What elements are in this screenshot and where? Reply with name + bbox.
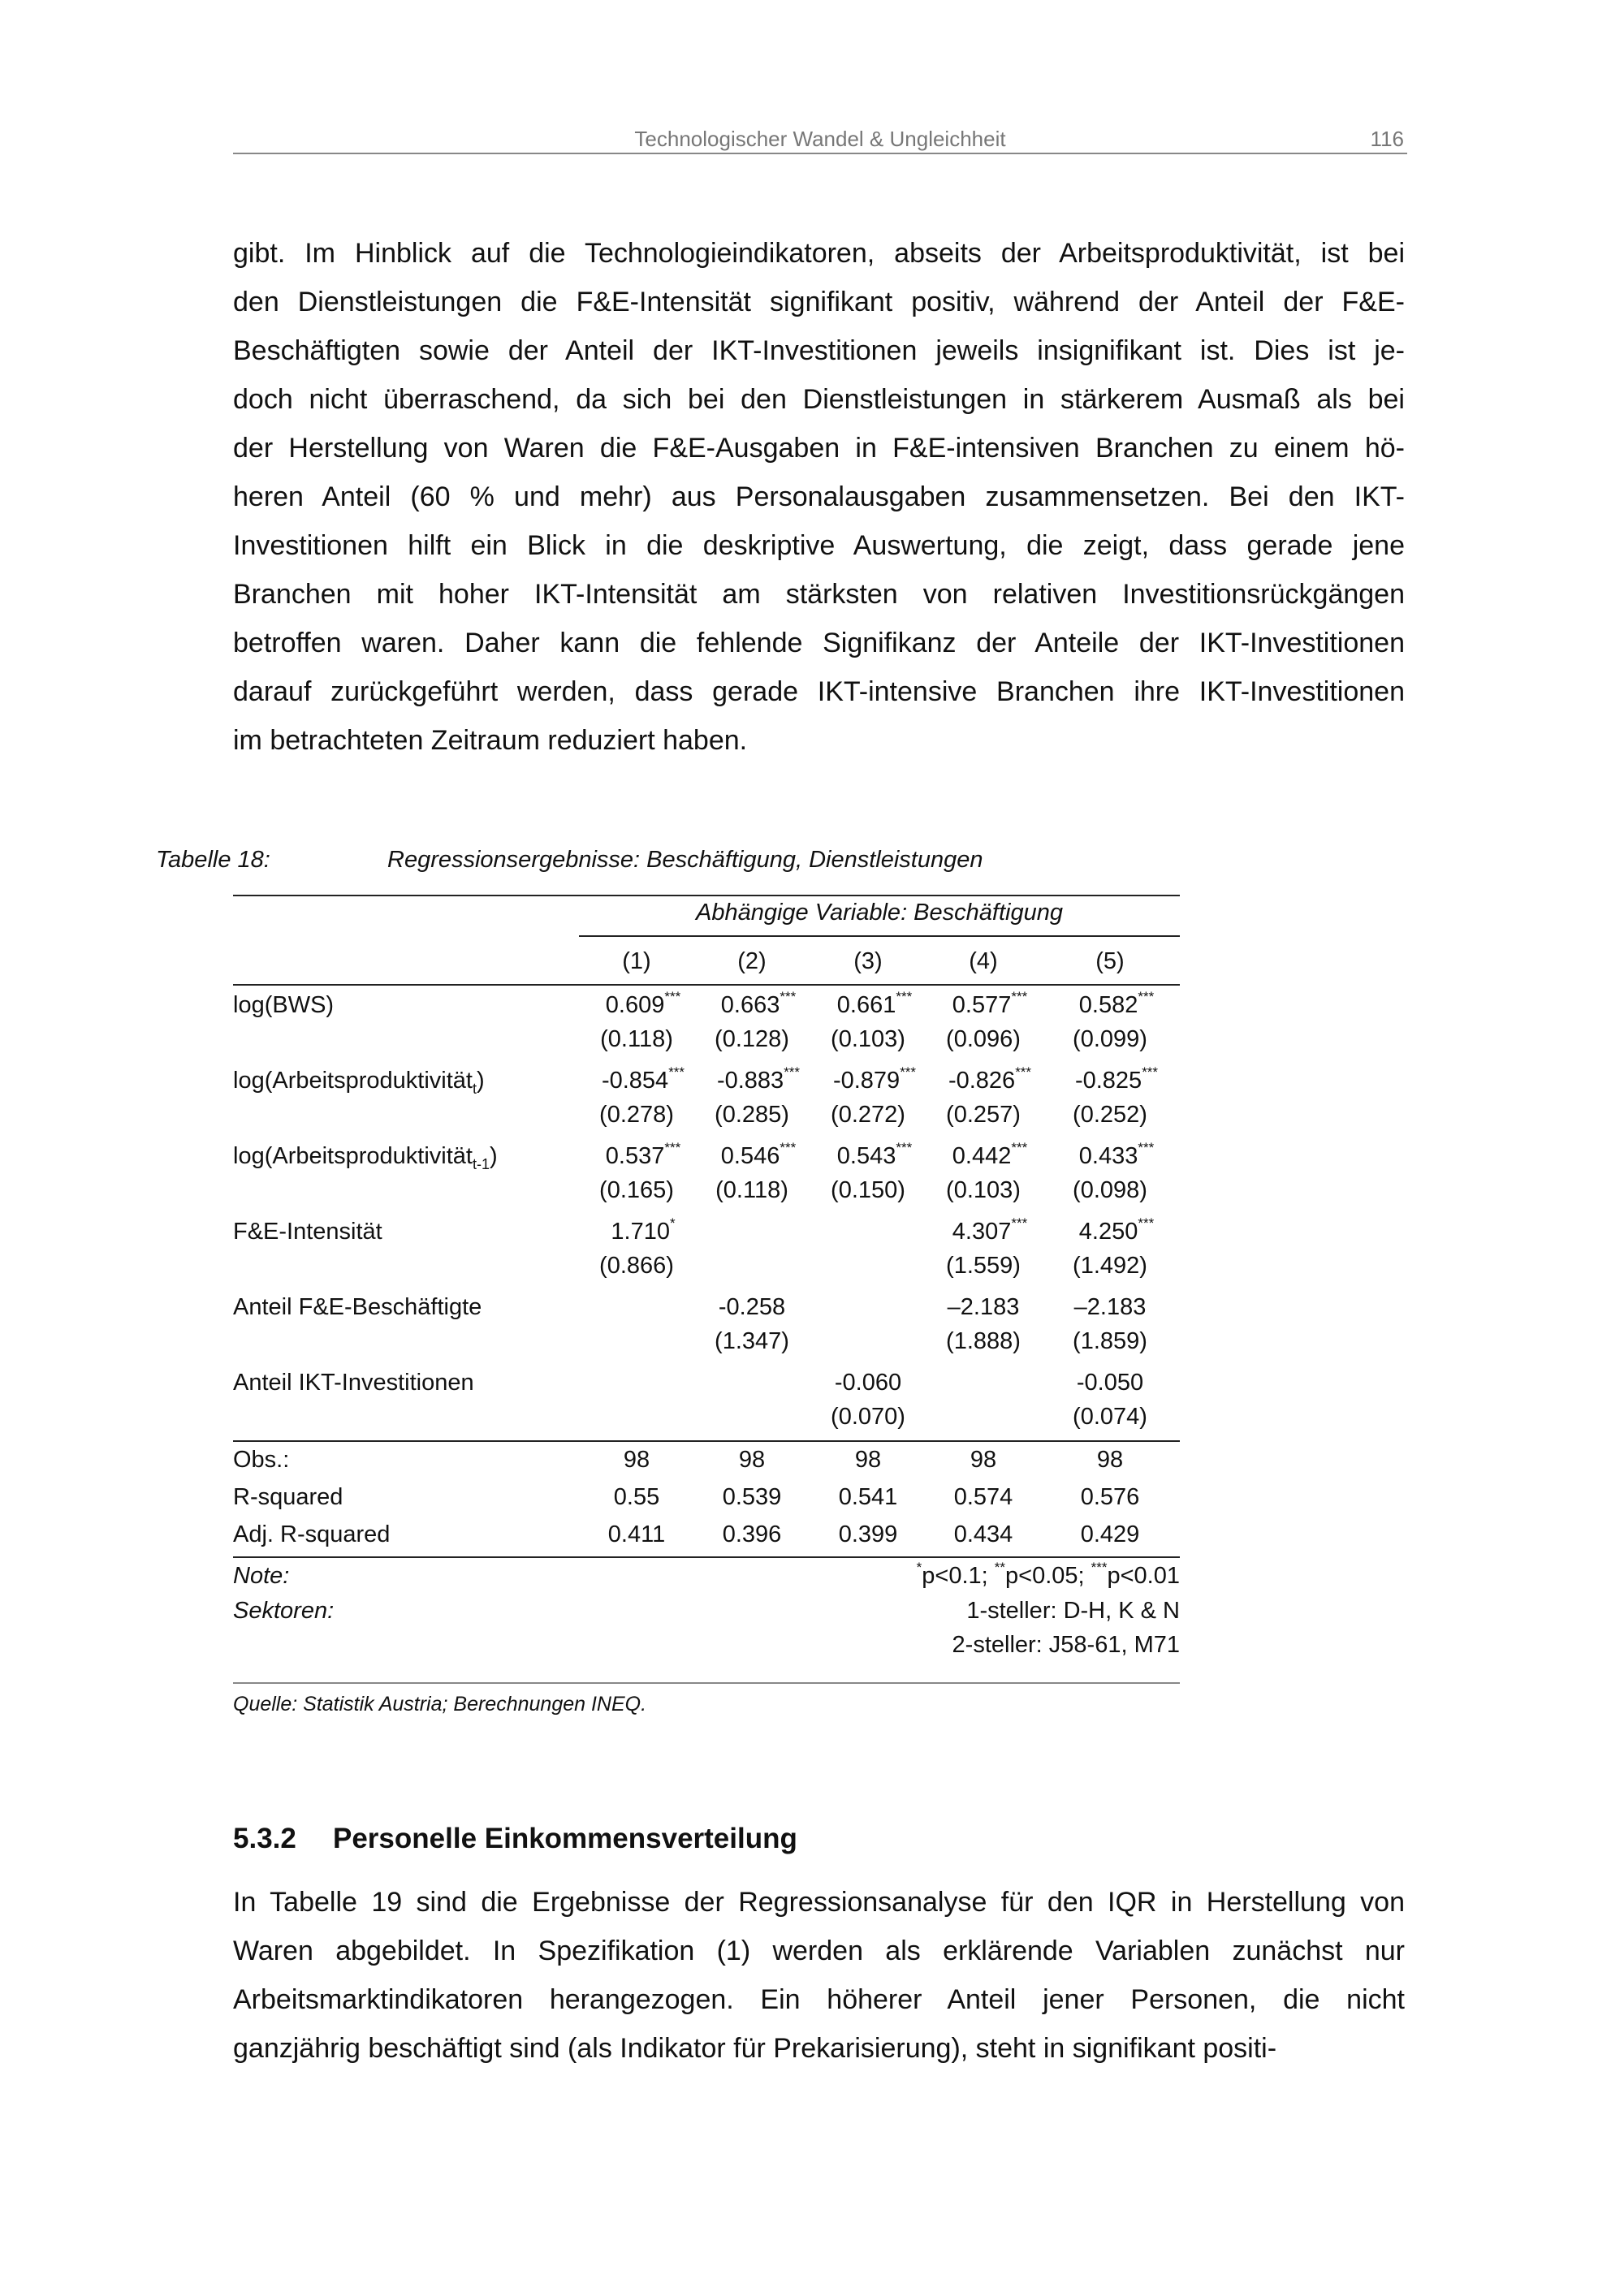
- coefficient: 4.250***: [1078, 1215, 1155, 1245]
- significance-stars: ***: [1138, 989, 1155, 1004]
- table-caption: [156, 847, 983, 874]
- standard-error: (0.118): [715, 1177, 788, 1203]
- stat-value: 98: [738, 1447, 766, 1473]
- stat-value: 0.399: [838, 1521, 898, 1547]
- coefficient: -0.826***: [948, 1064, 1032, 1094]
- text-line: Waren abgebildet. In Spezifikation (1) werden als erklärende Variablen zunächst nur: [233, 1936, 1405, 1966]
- text-line: Arbeitsmarktindikatoren herangezogen. Ein höherer Anteil jener Personen, die nicht: [233, 1984, 1405, 2015]
- stat-value: 0.411: [607, 1521, 666, 1547]
- text-line: doch nicht überraschend, da sich bei den Dienstleistungen in stärkerem Ausmaß als bei: [233, 384, 1405, 415]
- coefficient: -0.854***: [601, 1064, 685, 1094]
- standard-error: (0.096): [946, 1026, 1021, 1052]
- label-subscript: t-1: [472, 1155, 490, 1172]
- coefficient: 0.537***: [605, 1140, 681, 1169]
- significance-stars: ***: [784, 1064, 801, 1080]
- coefficient: 0.543***: [836, 1140, 913, 1169]
- column-header: (5): [1095, 948, 1125, 974]
- coefficient: –2.183: [1073, 1294, 1147, 1320]
- stat-value: 0.396: [722, 1521, 782, 1547]
- standard-error: (1.492): [1073, 1253, 1147, 1279]
- standard-error: (0.150): [831, 1177, 905, 1203]
- note-text: p<0.05;: [1005, 1563, 1091, 1589]
- significance-note: [916, 1560, 1180, 1590]
- text-line: heren Anteil (60 % und mehr) aus Personalausgaben zusammensetzen. Bei den IKT-: [233, 481, 1405, 512]
- text-line: gibt. Im Hinblick auf die Technologieindikatoren, abseits der Arbeitsproduktivität, ist bei: [233, 238, 1405, 269]
- coefficient: 0.577***: [952, 989, 1028, 1018]
- coefficient: -0.258: [718, 1294, 786, 1320]
- standard-error: (0.257): [946, 1102, 1021, 1128]
- significance-stars: ***: [896, 989, 913, 1004]
- section-number: 5.3.2: [233, 1823, 296, 1854]
- text-line: Investitionen hilft ein Blick in die deskriptive Auswertung, die zeigt, dass gerade jene: [233, 530, 1405, 561]
- significance-stars: ***: [1142, 1064, 1159, 1080]
- standard-error: (0.128): [715, 1026, 789, 1052]
- row-label: log(Arbeitsproduktivität$_{t-1}$): [233, 1143, 498, 1172]
- stat-value: 0.541: [838, 1484, 898, 1510]
- table-number: Tabelle 18:: [156, 847, 270, 873]
- sectors-value: 2-steller: J58-61, M71: [952, 1632, 1180, 1658]
- significance-stars: ***: [1011, 1140, 1028, 1155]
- text-line: im betrachteten Zeitraum reduziert haben.: [233, 725, 748, 756]
- stat-label: Adj. R-squared: [233, 1521, 391, 1547]
- standard-error: (1.559): [946, 1253, 1021, 1279]
- source-rule: [233, 1682, 1180, 1684]
- row-label: log(BWS): [233, 992, 335, 1018]
- note-text: p<0.01: [1107, 1563, 1180, 1589]
- stat-value: 98: [970, 1447, 997, 1473]
- coefficient: -0.060: [834, 1370, 902, 1396]
- bottom-rule: [233, 1556, 1180, 1558]
- standard-error: (0.099): [1073, 1026, 1147, 1052]
- stat-value: 98: [1096, 1447, 1124, 1473]
- row-label: log(Arbeitsproduktivität$_t$): [233, 1068, 485, 1097]
- stat-label: Obs.:: [233, 1447, 290, 1473]
- significance-stars: ***: [1138, 1140, 1155, 1155]
- row-label: Anteil F&E-Beschäftigte: [233, 1294, 482, 1320]
- text-line: den Dienstleistungen die F&E-Intensität signifikant positiv, während der Anteil der F&E-: [233, 287, 1405, 317]
- stat-value: 0.434: [953, 1521, 1013, 1547]
- stat-label: R-squared: [233, 1484, 343, 1510]
- text-line: darauf zurückgeführt werden, dass gerade IKT-intensive Branchen ihre IKT-Investitionen: [233, 676, 1405, 707]
- standard-error: (1.347): [715, 1328, 789, 1354]
- note-star: *: [916, 1560, 922, 1575]
- significance-stars: ***: [664, 989, 681, 1004]
- significance-stars: ***: [1138, 1215, 1155, 1231]
- significance-stars: ***: [1011, 1215, 1028, 1231]
- stat-value: 0.429: [1080, 1521, 1140, 1547]
- significance-stars: ***: [900, 1064, 917, 1080]
- section-heading: [233, 1823, 797, 1855]
- standard-error: (1.888): [946, 1328, 1021, 1354]
- dependent-variable-label: Abhängige Variable: Beschäftigung: [696, 900, 1063, 926]
- label-subscript: t: [472, 1080, 477, 1097]
- coefficient: 0.433***: [1078, 1140, 1155, 1169]
- coefficient: -0.825***: [1074, 1064, 1159, 1094]
- column-header: (2): [737, 948, 767, 974]
- standard-error: (0.278): [599, 1102, 674, 1128]
- standard-error: (0.103): [946, 1177, 1021, 1203]
- significance-stars: ***: [1015, 1064, 1032, 1080]
- row-label: F&E-Intensität: [233, 1219, 382, 1245]
- stat-value: 0.574: [953, 1484, 1013, 1510]
- coefficient: –2.183: [947, 1294, 1020, 1320]
- text-line: der Herstellung von Waren die F&E-Ausgaben in F&E-intensiven Branchen zu einem hö-: [233, 433, 1405, 464]
- text-line: Branchen mit hoher IKT-Intensität am stärksten von relativen Investitionsrückgängen: [233, 579, 1405, 610]
- standard-error: (1.859): [1073, 1328, 1147, 1354]
- note-label: Note:: [233, 1563, 290, 1589]
- standard-error: (0.098): [1073, 1177, 1147, 1203]
- standard-error: (0.285): [715, 1102, 789, 1128]
- note-text: p<0.1;: [922, 1563, 995, 1589]
- significance-stars: ***: [896, 1140, 913, 1155]
- coefficient: 1.710*: [611, 1215, 676, 1245]
- sectors-label: Sektoren:: [233, 1598, 335, 1624]
- coefficient: 0.661***: [836, 989, 913, 1018]
- standard-error: (0.070): [831, 1404, 905, 1430]
- text-line: In Tabelle 19 sind die Ergebnisse der Regressionsanalyse für den IQR in Herstellung von: [233, 1887, 1405, 1918]
- paragraph-2: [233, 1878, 1405, 2073]
- stat-value: 0.576: [1080, 1484, 1140, 1510]
- standard-error: (0.252): [1073, 1102, 1147, 1128]
- paragraph-1: [233, 229, 1405, 765]
- coefficient: -0.050: [1076, 1370, 1144, 1396]
- coefficient: 0.663***: [720, 989, 797, 1018]
- significance-stars: ***: [664, 1140, 681, 1155]
- coefficient: 0.442***: [952, 1140, 1028, 1169]
- standard-error: (0.866): [599, 1253, 674, 1279]
- coefficient: 4.307***: [952, 1215, 1028, 1245]
- page-number: 116: [1370, 127, 1404, 151]
- section-title: Personelle Einkommensverteilung: [333, 1823, 797, 1854]
- standard-error: (0.118): [600, 1026, 673, 1052]
- standard-error: (0.103): [831, 1026, 905, 1052]
- standard-error: (0.074): [1073, 1404, 1147, 1430]
- dependent-variable-rule: [579, 935, 1180, 937]
- coefficient: 0.609***: [605, 989, 681, 1018]
- coefficient: 0.582***: [1078, 989, 1155, 1018]
- significance-stars: ***: [780, 1140, 797, 1155]
- text-line: ganzjährig beschäftigt sind (als Indikator für Prekarisierung), steht in signifikant positi-: [233, 2033, 1277, 2064]
- running-header: [233, 125, 1407, 154]
- text-line: betroffen waren. Daher kann die fehlende Signifikanz der Anteile der IKT-Investitionen: [233, 628, 1405, 658]
- sectors-value: 1-steller: D-H, K & N: [966, 1598, 1180, 1624]
- significance-stars: *: [669, 1215, 676, 1231]
- significance-stars: ***: [780, 989, 797, 1004]
- column-header: (1): [622, 948, 651, 974]
- note-star: ***: [1091, 1560, 1108, 1575]
- standard-error: (0.165): [599, 1177, 674, 1203]
- text-line: Beschäftigten sowie der Anteil der IKT-Investitionen jeweils insignifikant ist. Dies ist je-: [233, 335, 1405, 366]
- standard-error: (0.272): [831, 1102, 905, 1128]
- stat-value: 0.539: [722, 1484, 782, 1510]
- stat-value: 98: [854, 1447, 882, 1473]
- column-header: (3): [853, 948, 883, 974]
- column-header: (4): [969, 948, 998, 974]
- stat-value: 0.55: [613, 1484, 660, 1510]
- stats-rule: [233, 1440, 1180, 1442]
- stat-value: 98: [623, 1447, 650, 1473]
- significance-stars: ***: [668, 1064, 685, 1080]
- table-source: Quelle: Statistik Austria; Berechnungen INEQ.: [233, 1693, 647, 1716]
- significance-stars: ***: [1011, 989, 1028, 1004]
- row-label: Anteil IKT-Investitionen: [233, 1370, 474, 1396]
- table-title: Regressionsergebnisse: Beschäftigung, Dienstleistungen: [387, 847, 983, 873]
- running-title: Technologischer Wandel & Ungleichheit: [634, 127, 1006, 151]
- header-rule: [233, 984, 1180, 986]
- coefficient: -0.879***: [832, 1064, 917, 1094]
- coefficient: -0.883***: [716, 1064, 801, 1094]
- note-star: **: [994, 1560, 1005, 1575]
- coefficient: 0.546***: [720, 1140, 797, 1169]
- table-top-rule: [233, 895, 1180, 896]
